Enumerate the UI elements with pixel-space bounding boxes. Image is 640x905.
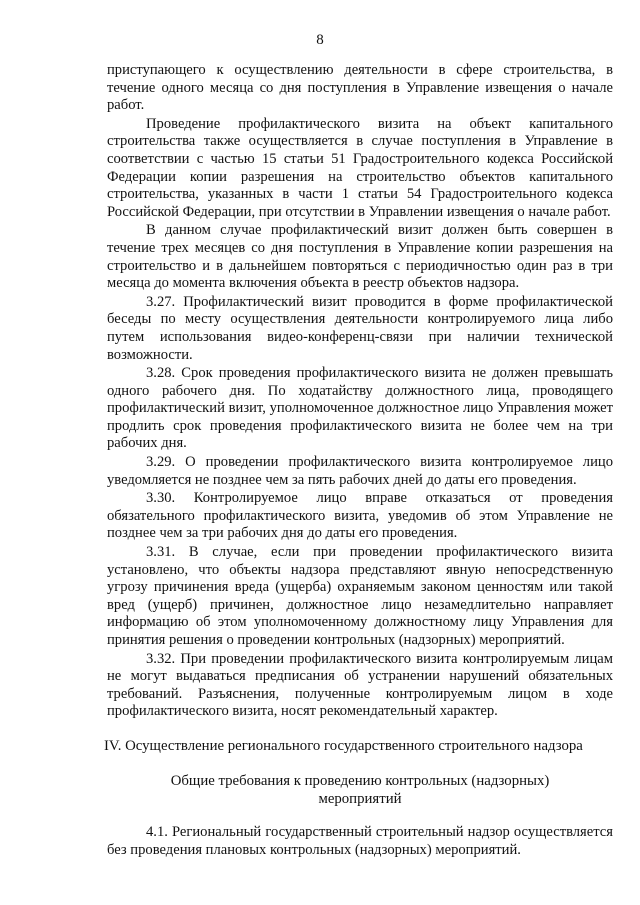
- section-heading: IV. Осуществление регионального государственного строительного надзора: [104, 737, 583, 754]
- clause-3-27: 3.27. Профилактический визит проводится в форме профилактической беседы по месту осуществления деятельности контролируемого лица либо путем использования видео-конференц-связи при наличии технической возможности.: [107, 293, 613, 363]
- paragraph-continuation: приступающего к осуществлению деятельности в сфере строительства, в течение одного месяца со дня поступления в Управление извещения о начале работ.: [107, 62, 613, 114]
- subsection-heading: [107, 772, 613, 808]
- clause-3-28: 3.28. Срок проведения профилактического визита не должен превышать одного рабочего дня. По ходатайству должностного лица, проводящего профилактический визит, уполномоченное должностное лицо Управления может продлить срок проведения профилактического визита не более чем на три рабочих дня.: [107, 365, 613, 452]
- clause-3-32: 3.32. При проведении профилактического визита контролируемым лицам не могут выдаваться предписания об устранении нарушений обязательных требований. Разъяснения, полученные контролируемым лицом в ходе профилактического визита, носят рекомендательный характер.: [107, 650, 613, 720]
- subsection-heading-line-1: Общие требования к проведению контрольных (надзорных): [170, 772, 550, 789]
- clause-3-30: 3.30. Контролируемое лицо вправе отказаться от проведения обязательного профилактического визита, уведомив об этом Управление не позднее чем за три рабочих дня до даты его проведения.: [107, 490, 613, 542]
- page-number: 8: [316, 32, 324, 48]
- clause-4-1: 4.1. Региональный государственный строительный надзор осуществляется без проведения плановых контрольных (надзорных) мероприятий.: [107, 823, 613, 858]
- paragraph-visit-timing: В данном случае профилактический визит должен быть совершен в течение трех месяцев со дня поступления в Управление копии разрешения на строительство и в дальнейшем повторяться с периодичностью один раз в три месяца до момента включения объекта в реестр объектов надзора.: [107, 222, 613, 292]
- clause-3-29: 3.29. О проведении профилактического визита контролируемое лицо уведомляется не позднее чем за пять рабочих дней до даты его проведения.: [107, 454, 613, 488]
- document-body: [104, 62, 613, 859]
- clause-3-31: 3.31. В случае, если при проведении профилактического визита установлено, что объекты надзора представляют явную непосредственную угрозу причинения вреда (ущерба) охраняемым законом ценностям или такой вред (ущерб) причинен, должностное лицо незамедлительно направляет информацию об этом уполномоченному должностному лицу Управления для принятия решения о проведении контрольных (надзорных) мероприятий.: [107, 544, 613, 648]
- subsection-heading-line-2: мероприятий: [318, 790, 402, 807]
- paragraph-capital-construction: Проведение профилактического визита на объект капитального строительства также осуществляется в случае поступления в Управление в соответствии с частью 15 статьи 51 Градостроительного кодекса Российской Федерации копии разрешения на строительство объектов капитального строительства, указанных в части 1 статьи 54 Градостроительного кодекса Российской Федерации, при отсутствии в Управлении извещения о начале работ.: [107, 115, 613, 220]
